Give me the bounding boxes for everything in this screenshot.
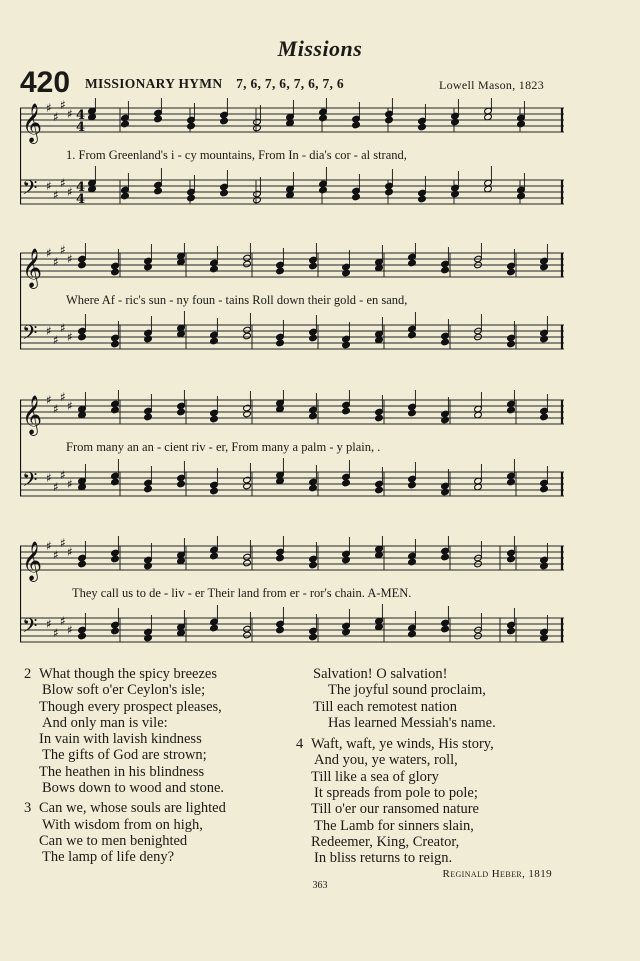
note-head xyxy=(220,117,229,125)
verse-line: In vain with lavish kindness xyxy=(39,731,202,748)
note-head xyxy=(187,122,196,130)
note-head xyxy=(243,631,252,639)
note-head xyxy=(540,562,549,570)
note-head xyxy=(121,192,130,200)
sharp-icon: ♯ xyxy=(67,107,73,121)
sharp-icon: ♯ xyxy=(46,539,52,553)
note-head xyxy=(144,634,153,642)
sharp-icon: ♯ xyxy=(53,548,59,562)
verse-3-continued xyxy=(296,666,586,731)
bass-clef-icon: 𝄢 xyxy=(22,176,38,204)
treble-clef-icon: 𝄞 xyxy=(22,103,43,143)
note-head xyxy=(144,485,153,493)
verse-line: The gifts of God are strown; xyxy=(42,747,207,764)
note-head xyxy=(441,266,450,274)
tune-name: MISSIONARY HYMN xyxy=(85,76,223,91)
note-head xyxy=(540,485,549,493)
note-head xyxy=(441,625,450,633)
sharp-icon: ♯ xyxy=(67,330,73,344)
note-head xyxy=(319,114,328,122)
verse-line: Till like a sea of glory xyxy=(311,768,439,785)
sharp-icon: ♯ xyxy=(46,179,52,193)
verse-line: 4 Waft, waft, ye winds, His story, xyxy=(296,736,494,753)
note-head xyxy=(78,261,87,269)
note-head xyxy=(111,627,120,635)
page-number: 363 xyxy=(312,880,328,891)
verse-line: The joyful sound proclaim, xyxy=(328,682,486,699)
verse-3 xyxy=(24,800,294,865)
note-head xyxy=(253,196,262,204)
note-head xyxy=(451,118,460,126)
note-head xyxy=(408,558,417,566)
note-head xyxy=(385,188,394,196)
verse-line: With wisdom from on high, xyxy=(42,816,203,833)
sharp-icon: ♯ xyxy=(53,402,59,416)
note-head xyxy=(342,341,351,349)
note-head xyxy=(111,340,120,348)
hymn-header xyxy=(85,76,344,92)
note-head xyxy=(309,412,318,420)
music-system-2 xyxy=(20,243,568,363)
verse-line: The heathen in his blindness xyxy=(39,763,205,780)
note-head xyxy=(220,189,229,197)
note-head xyxy=(210,552,219,560)
note-head xyxy=(243,332,252,340)
verse-line: Redeemer, King, Creator, xyxy=(311,833,460,850)
note-head xyxy=(342,479,351,487)
verse-line: Bows down to wood and stone. xyxy=(42,780,225,797)
bass-clef-icon: 𝄢 xyxy=(22,321,38,349)
note-head xyxy=(418,123,427,131)
note-head xyxy=(111,555,120,563)
verse-line: Though every prospect pleases, xyxy=(39,698,222,715)
note-head xyxy=(408,331,417,339)
time-signature: 4 xyxy=(76,180,86,195)
sharp-icon: ♯ xyxy=(60,536,66,550)
verse-line: 3 Can we, whose souls are lighted xyxy=(24,800,226,817)
note-head xyxy=(210,415,219,423)
note-head xyxy=(210,624,219,632)
sharp-icon: ♯ xyxy=(67,623,73,637)
note-head xyxy=(111,268,120,276)
note-head xyxy=(253,124,262,132)
sharp-icon: ♯ xyxy=(53,188,59,202)
music-system-4 xyxy=(20,536,568,656)
lyric-line-2: Where Af - ric's sun - ny foun - tains Roll down their gold - en sand, xyxy=(66,293,408,307)
note-head xyxy=(342,269,351,277)
note-head xyxy=(441,416,450,424)
lyric-line-4: They call us to de - liv - er Their land from er - ror's chain. A-MEN. xyxy=(72,586,412,600)
note-head xyxy=(243,559,252,567)
verse-column-right xyxy=(296,666,586,871)
verse-number: 4 xyxy=(296,736,304,753)
note-head xyxy=(319,186,328,194)
treble-clef-icon: 𝄞 xyxy=(22,248,43,288)
note-head xyxy=(408,630,417,638)
sharp-icon: ♯ xyxy=(60,176,66,190)
sharp-icon: ♯ xyxy=(60,468,66,482)
note-head xyxy=(309,334,318,342)
note-head xyxy=(517,192,526,200)
sharp-icon: ♯ xyxy=(60,98,66,112)
verse-line: The lamp of life deny? xyxy=(42,849,175,866)
sharp-icon: ♯ xyxy=(53,333,59,347)
note-head xyxy=(187,194,196,202)
note-head xyxy=(441,338,450,346)
verse-number: 2 xyxy=(24,666,32,682)
sharp-icon: ♯ xyxy=(53,110,59,124)
bass-clef-icon: 𝄢 xyxy=(22,614,38,642)
note-head xyxy=(342,407,351,415)
note-head xyxy=(352,193,361,201)
note-head xyxy=(507,406,516,414)
note-head xyxy=(540,634,549,642)
verse-line: Blow soft o'er Ceylon's isle; xyxy=(42,682,206,699)
note-head xyxy=(276,626,285,634)
sharp-icon: ♯ xyxy=(53,480,59,494)
note-head xyxy=(111,406,120,414)
sharp-icon: ♯ xyxy=(46,246,52,260)
note-head xyxy=(408,409,417,417)
music-system-3 xyxy=(20,390,568,510)
music-system-1 xyxy=(20,98,568,218)
sharp-icon: ♯ xyxy=(60,390,66,404)
note-head xyxy=(418,195,427,203)
section-title: Missions xyxy=(277,36,363,61)
meter: 7, 6, 7, 6, 7, 6, 7, 6 xyxy=(236,76,344,91)
note-head xyxy=(144,263,153,271)
sharp-icon: ♯ xyxy=(46,471,52,485)
note-head xyxy=(441,488,450,496)
composer-credit: Lowell Mason, 1823 xyxy=(438,78,544,92)
note-head xyxy=(154,187,163,195)
lyric-line-1: 1. From Greenland's i - cy mountains, From In - dia's cor - al strand, xyxy=(66,148,407,162)
verse-column-left xyxy=(24,666,294,870)
note-head xyxy=(78,333,87,341)
treble-clef-icon: 𝄞 xyxy=(22,395,43,435)
note-head xyxy=(78,632,87,640)
note-head xyxy=(276,554,285,562)
verse-line: It spreads from pole to pole; xyxy=(314,785,478,802)
sharp-icon: ♯ xyxy=(46,324,52,338)
note-head xyxy=(177,408,186,416)
note-head xyxy=(385,116,394,124)
verse-2 xyxy=(24,666,294,796)
sharp-icon: ♯ xyxy=(60,321,66,335)
note-head xyxy=(144,562,153,570)
note-head xyxy=(309,262,318,270)
verse-line: 2 What though the spicy breezes xyxy=(24,666,217,682)
verse-number: 3 xyxy=(24,800,32,817)
sharp-icon: ♯ xyxy=(67,477,73,491)
note-head xyxy=(210,265,219,273)
note-head xyxy=(276,267,285,275)
note-head xyxy=(540,413,549,421)
treble-clef-icon: 𝄞 xyxy=(22,541,43,581)
verse-line: Till o'er our ransomed nature xyxy=(311,801,479,818)
note-head xyxy=(309,484,318,492)
note-head xyxy=(342,556,351,564)
note-head xyxy=(243,482,252,490)
note-head xyxy=(210,487,219,495)
note-head xyxy=(111,478,120,486)
note-head xyxy=(243,410,252,418)
sharp-icon: ♯ xyxy=(60,243,66,257)
note-head xyxy=(441,553,450,561)
note-head xyxy=(451,190,460,198)
note-head xyxy=(309,561,318,569)
bass-clef-icon: 𝄢 xyxy=(22,468,38,496)
verse-line: Salvation! O salvation! xyxy=(313,666,448,682)
time-signature: 4 xyxy=(76,108,86,123)
sharp-icon: ♯ xyxy=(67,545,73,559)
note-head xyxy=(154,115,163,123)
note-head xyxy=(352,121,361,129)
note-head xyxy=(121,120,130,128)
sharp-icon: ♯ xyxy=(53,626,59,640)
verse-line: Till each remotest nation xyxy=(313,698,458,715)
text-credit: Reginald Heber, 1819 xyxy=(442,868,552,880)
verse-line: In bliss returns to reign. xyxy=(314,850,453,867)
verse-line: Has learned Messiah's name. xyxy=(328,714,496,731)
note-head xyxy=(540,263,549,271)
note-head xyxy=(144,335,153,343)
verse-4 xyxy=(296,736,586,866)
sharp-icon: ♯ xyxy=(46,617,52,631)
time-signature: 4 xyxy=(76,192,86,207)
sharp-icon: ♯ xyxy=(60,614,66,628)
note-head xyxy=(210,337,219,345)
sharp-icon: ♯ xyxy=(46,393,52,407)
note-head xyxy=(517,120,526,128)
sharp-icon: ♯ xyxy=(67,252,73,266)
note-head xyxy=(540,335,549,343)
note-head xyxy=(276,339,285,347)
hymn-number: 420 xyxy=(20,66,71,99)
sharp-icon: ♯ xyxy=(67,185,73,199)
note-head xyxy=(507,340,516,348)
sharp-icon: ♯ xyxy=(53,255,59,269)
note-head xyxy=(408,481,417,489)
note-head xyxy=(408,259,417,267)
note-head xyxy=(309,633,318,641)
verse-line: And only man is vile: xyxy=(42,714,168,731)
note-head xyxy=(177,480,186,488)
sharp-icon: ♯ xyxy=(67,399,73,413)
note-head xyxy=(507,268,516,276)
note-head xyxy=(243,260,252,268)
lyric-line-3: From many an an - cient riv - er, From many a palm - y plain, . xyxy=(66,440,381,454)
time-signature: 4 xyxy=(76,120,86,135)
note-head xyxy=(375,414,384,422)
note-head xyxy=(78,560,87,568)
note-head xyxy=(507,555,516,563)
note-head xyxy=(375,486,384,494)
verse-line: The Lamb for sinners slain, xyxy=(314,817,474,834)
note-head xyxy=(507,627,516,635)
note-head xyxy=(507,478,516,486)
note-head xyxy=(342,628,351,636)
verse-line: Can we to men benighted xyxy=(39,832,188,849)
sharp-icon: ♯ xyxy=(46,101,52,115)
verse-line: And you, ye waters, roll, xyxy=(314,752,458,769)
note-head xyxy=(144,413,153,421)
